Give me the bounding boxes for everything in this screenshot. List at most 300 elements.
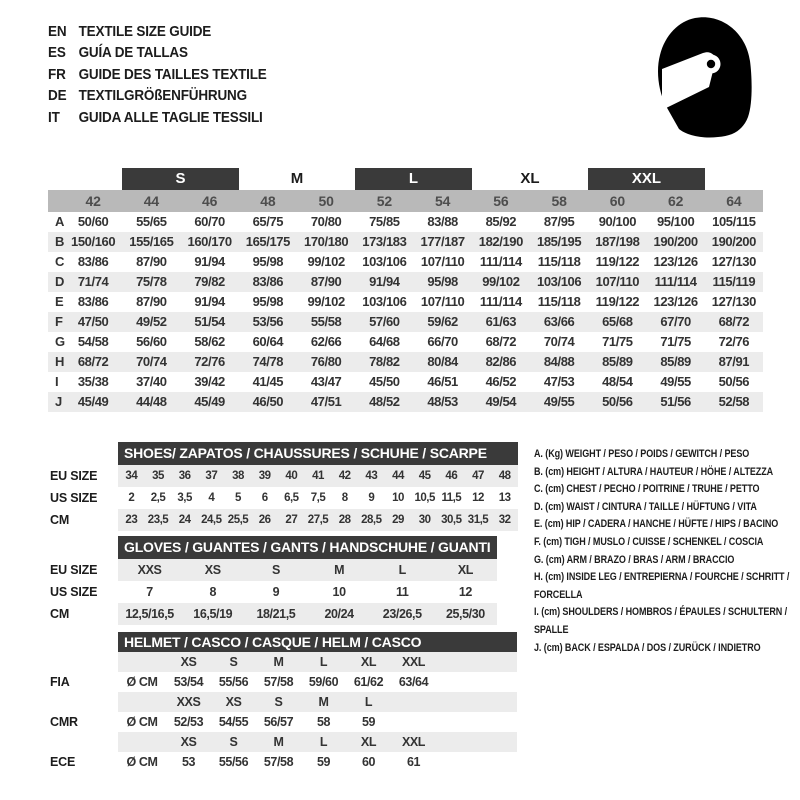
table-cell: 71/75 [602,334,633,349]
row-label: US SIZE [50,487,118,509]
table-cell: 177/187 [420,234,465,249]
table-cell: 66/70 [427,334,458,349]
table-cell: 5 [235,492,241,504]
table-cell: S [229,655,238,669]
table-cell: XS [180,655,197,669]
helmet-size-table [50,632,517,772]
language-code: DE [48,87,67,105]
language-row-es [48,42,267,63]
table-cell: S [271,563,280,577]
table-cell: 99/102 [482,274,520,289]
table-cell: 55/56 [218,675,249,689]
gloves-table-title: GLOVES / GUANTES / GANTS / HANDSCHUHE / GUANTI [118,536,497,559]
table-cell: 50/56 [718,374,750,389]
table-cell: 119/122 [595,294,640,309]
table-cell: 52 [376,193,392,209]
table-cell: 87/90 [310,274,342,289]
table-cell: 59/62 [427,314,458,329]
table-cell: L [319,655,328,669]
table-cell: 23/26,5 [382,607,422,621]
table-cell: M [273,735,284,749]
table-cell: 59 [361,715,376,729]
table-cell: 41 [312,470,324,482]
table-cell: 32 [498,514,511,526]
table-cell: 51/54 [194,314,225,329]
table-cell: XS [180,735,197,749]
size-group-l: L [355,168,472,190]
table-cell: L [364,695,373,709]
helmet-table-title: HELMET / CASCO / CASQUE / HELM / CASCO [118,632,517,652]
row-label: CM [50,509,118,531]
helmet-fia-size-row [50,652,517,672]
table-cell: 51/56 [660,394,691,409]
table-cell: 79/82 [194,274,225,289]
table-cell: 30,5 [441,514,462,526]
legend-item-h: H. (cm) INSIDE LEG / ENTREPIERNA / FOURCHE / SCHRITT / FORCELLA [534,571,790,601]
table-cell [118,732,166,752]
table-cell: 23,5 [147,514,169,526]
size-number-row [48,190,763,212]
table-cell: 107/110 [420,294,465,309]
table-cell: 52/58 [718,394,750,409]
table-cell: 60/64 [252,334,284,349]
legend-item-c: C. (cm) CHEST / PECHO / POITRINE / TRUHE / PETTO [534,483,760,496]
gloves-us-size-row [50,581,497,603]
table-cell: 41/45 [252,374,284,389]
table-cell: 48 [498,470,511,482]
table-cell [118,692,166,712]
table-cell: 2,5 [150,492,166,504]
gloves-table-header [50,536,497,559]
table-cell: 87/91 [718,354,750,369]
table-cell: 103/106 [362,294,407,309]
table-cell: 71/75 [660,334,691,349]
table-cell: 37/40 [136,374,167,389]
helmet-ece-row [50,752,517,772]
table-cell: 47/53 [543,374,575,389]
table-cell: 27,5 [307,514,329,526]
table-cell: 11 [396,585,409,599]
table-cell: XXL [401,735,426,749]
table-cell: S [274,695,283,709]
table-cell: 12 [458,585,472,599]
table-row-d [48,272,763,292]
table-cell: 55/56 [218,755,249,769]
shoes-eu-size-row [50,465,518,487]
row-label: D [55,274,65,289]
table-cell: 54 [435,193,451,209]
language-row-en [48,21,267,42]
table-cell: 123/126 [653,294,698,309]
table-cell: 47/50 [77,314,109,329]
table-cell: 70/74 [136,354,167,369]
table-cell: 123/126 [653,254,698,269]
table-cell: 60 [361,755,376,769]
table-cell: 63/64 [398,675,429,689]
legend-item-f: F. (cm) TIGH / MUSLO / CUISSE / SCHENKEL / COSCIA [534,535,764,548]
legend-item-j: J. (cm) BACK / ESPALDA / DOS / ZURÜCK / INDIETRO [534,641,761,654]
row-label: FIA [50,672,118,692]
table-cell: 35/38 [77,374,109,389]
row-label: I [55,374,59,389]
table-cell: 39 [258,470,271,482]
table-cell: 99/102 [307,254,345,269]
table-cell: 12,5/16,5 [125,607,174,621]
table-cell: 127/130 [711,254,756,269]
table-cell: 46/52 [485,374,517,389]
table-cell: 185/195 [537,234,582,249]
table-cell: L [319,735,328,749]
table-cell: 23 [125,514,138,526]
table-row-f [48,312,763,332]
table-cell: 107/110 [595,274,640,289]
legend-item-e: E. (cm) HIP / CADERA / HANCHE / HÜFTE / HIPS / BACINO [534,518,779,531]
gloves-cm-row [50,603,497,625]
row-label: CM [50,603,118,625]
table-cell: 78/82 [369,354,400,369]
table-cell: M [273,655,284,669]
table-cell: 85/89 [602,354,633,369]
table-cell: 54/58 [77,334,109,349]
helmet-cmr-size-row [50,692,517,712]
table-cell: 20/24 [324,607,354,621]
table-cell: 60/70 [194,214,225,229]
table-cell: 4 [208,492,215,504]
table-cell: 42 [85,193,101,209]
legend-item-i: I. (cm) SHOULDERS / HOMBROS / ÉPAULES / SCHULTERN / SPALLE [534,606,788,636]
table-cell: 43 [365,470,378,482]
table-cell: 27 [285,514,298,526]
measurement-legend [534,446,800,657]
table-cell: 68/72 [718,314,750,329]
table-cell: Ø CM [126,755,158,769]
table-cell: 55/65 [136,214,167,229]
table-cell: 46 [445,470,458,482]
row-label: C [55,254,65,269]
table-cell: Ø CM [126,675,158,689]
table-cell: 84/88 [543,354,575,369]
row-label: EU SIZE [50,559,118,581]
table-cell: 3,5 [177,492,192,504]
table-cell: 40 [285,470,298,482]
table-cell: M [334,563,345,577]
table-cell: 85/92 [485,214,517,229]
table-cell: 165/175 [245,234,290,249]
table-cell: 29 [392,514,404,526]
table-cell: XS [204,563,221,577]
legend-item-b: B. (cm) HEIGHT / ALTURA / HAUTEUR / HÖHE / ALTEZZA [534,465,774,478]
table-cell: 44/48 [136,394,167,409]
table-cell: XL [360,735,377,749]
table-cell: 61/62 [353,675,384,689]
table-cell: 155/165 [129,234,174,249]
page-title: TEXTILGRÖßENFÜHRUNG [78,87,247,105]
table-cell: 53/56 [252,314,284,329]
textile-size-table [48,168,763,412]
table-cell: 127/130 [711,294,756,309]
language-row-de [48,85,267,106]
table-cell: 45/49 [194,394,225,409]
page-title: TEXTILE SIZE GUIDE [78,23,212,40]
legend-item-g: G. (cm) ARM / BRAZO / BRAS / ARM / BRACCIO [534,553,735,566]
table-cell: M [318,695,329,709]
table-cell: XL [457,563,473,577]
language-code: IT [48,108,60,126]
shoes-us-size-row [50,487,518,509]
table-cell: 95/98 [427,274,458,289]
table-cell: 43/47 [310,374,342,389]
table-cell: 47 [472,470,484,482]
table-cell: 53 [181,755,196,769]
table-cell: 24,5 [201,514,222,526]
table-cell: 62/66 [310,334,342,349]
table-cell: 46 [202,193,218,209]
table-row-b [48,232,763,252]
table-cell: 36 [178,470,191,482]
table-cell: 83/86 [252,274,284,289]
row-label [50,652,118,672]
table-cell: 55/58 [310,314,342,329]
corner-cell [48,190,64,212]
helmet-table-header [50,632,517,652]
table-row-h [48,352,763,372]
table-cell: 49/54 [485,394,517,409]
shoes-table-header [50,442,518,465]
table-cell: 50 [318,193,334,209]
table-cell: 83/86 [77,294,109,309]
table-cell: XL [360,655,377,669]
table-cell: 44 [143,193,159,209]
row-label: B [55,234,65,249]
table-cell: 58 [316,715,331,729]
table-cell: 39/42 [194,374,225,389]
table-cell: Ø CM [126,715,158,729]
table-cell: XXS [137,563,162,577]
table-cell: 99/102 [307,294,345,309]
size-group-xxl: XXL [588,168,705,190]
table-cell: 38 [232,470,244,482]
table-row-e [48,292,763,312]
table-cell: 83/86 [77,254,109,269]
table-cell: 115/119 [712,274,756,289]
table-cell: 8 [341,492,348,504]
table-cell: 111/114 [479,254,522,269]
table-cell: 56/60 [136,334,167,349]
table-cell: 59/60 [308,675,339,689]
table-cell: 67/70 [660,314,691,329]
table-cell: 31,5 [467,514,489,526]
table-cell: 150/160 [71,234,116,249]
page-title: GUÍA DE TALLAS [78,44,188,62]
row-label: J [55,394,63,409]
table-cell: 115/118 [537,254,581,269]
table-cell: 2 [128,492,135,504]
table-cell: 12 [472,492,484,504]
table-cell: 83/88 [427,214,458,229]
size-group-m: M [290,170,304,187]
table-cell: 103/106 [362,254,407,269]
table-cell: 48/52 [369,394,400,409]
row-label: US SIZE [50,581,118,603]
table-cell: 65/75 [252,214,284,229]
table-cell: 35 [152,470,164,482]
table-cell: 90/100 [598,214,637,229]
table-cell: 58/62 [194,334,225,349]
table-cell: 26 [258,514,271,526]
table-cell: 173/183 [362,234,407,249]
table-cell: 115/118 [537,294,581,309]
table-cell: 24 [178,514,191,526]
table-cell: 25,5 [227,514,249,526]
table-row-c [48,252,763,272]
table-cell: 7 [146,585,153,599]
table-cell: 9 [272,585,280,599]
size-group-header-row [48,168,763,190]
table-cell: 46/51 [427,374,458,389]
table-cell: 74/78 [252,354,284,369]
size-group-xl: XL [520,170,540,187]
helmet-cmr-row [50,712,517,732]
table-cell: 65/68 [602,314,633,329]
table-cell: L [398,563,406,577]
table-cell: 64 [726,193,742,209]
size-group-s: S [122,168,239,190]
table-cell: 47/51 [310,394,342,409]
table-cell: 57/60 [369,314,400,329]
language-title-list [48,21,267,128]
table-cell: 119/122 [595,254,640,269]
table-cell: 76/80 [310,354,342,369]
table-cell: 30 [418,514,431,526]
table-cell: 48/54 [602,374,633,389]
table-cell: 160/170 [187,234,232,249]
language-code: EN [48,23,67,40]
table-cell: 75/78 [136,274,167,289]
row-label: F [55,314,63,329]
table-cell: 70/80 [310,214,342,229]
table-cell: 58 [551,193,567,209]
table-cell: 57/58 [263,675,294,689]
table-cell: 34 [125,470,138,482]
table-cell: S [229,735,238,749]
row-label: ECE [50,752,118,772]
table-cell: 85/89 [660,354,691,369]
table-cell: 111/114 [654,274,697,289]
corner-cell [50,442,118,465]
table-cell: 80/84 [427,354,458,369]
table-cell: 56 [493,193,509,209]
table-cell: 48 [260,193,276,209]
table-cell: 190/200 [653,234,698,249]
table-cell: 190/200 [711,234,756,249]
measurement-legend-list [534,446,800,657]
page-title: GUIDE DES TAILLES TEXTILE [78,65,267,83]
table-cell: XS [225,695,242,709]
table-cell: 10 [392,492,404,504]
table-cell: 9 [368,492,375,504]
table-cell: 10,5 [414,492,435,504]
table-cell: 54/55 [218,715,249,729]
helmet-fia-row [50,672,517,692]
table-cell: 28 [338,514,351,526]
table-cell: 111/114 [479,294,522,309]
table-cell: 13 [498,492,511,504]
table-cell: 91/94 [194,254,225,269]
table-cell: 107/110 [420,254,465,269]
legend-item-a: A. (Kg) WEIGHT / PESO / POIDS / GEWITCH / PESO [534,448,750,460]
row-label: EU SIZE [50,465,118,487]
table-cell: 170/180 [304,234,349,249]
table-cell: 49/52 [136,314,167,329]
table-cell: 75/85 [369,214,400,229]
table-cell: 68/72 [77,354,109,369]
table-cell: 62 [668,193,684,209]
row-label: G [55,334,66,349]
language-code: ES [48,44,66,62]
table-cell: 72/76 [718,334,750,349]
language-row-fr [48,64,267,85]
table-cell: 91/94 [194,294,225,309]
table-row-g [48,332,763,352]
shoes-table-title: SHOES/ ZAPATOS / CHAUSSURES / SCHUHE / SCARPE [118,442,518,465]
table-cell: 50/56 [602,394,633,409]
table-cell: 91/94 [369,274,400,289]
corner-cell [50,536,118,559]
table-cell: 25,5/30 [445,607,485,621]
table-cell: 6 [261,492,268,504]
table-cell: 28,5 [361,514,382,526]
table-cell: 87/90 [136,294,167,309]
table-cell: 103/106 [537,274,582,289]
table-cell: 10 [332,585,346,599]
gloves-eu-size-row [50,559,497,581]
corner-cell [50,632,118,652]
table-cell: 37 [205,470,218,482]
table-cell: 182/190 [478,234,523,249]
table-cell: 45/50 [369,374,400,389]
table-cell: 72/76 [194,354,225,369]
table-cell: 71/74 [77,274,109,289]
gloves-size-table [50,536,497,625]
table-cell: 59 [316,755,331,769]
table-cell: 53/54 [173,675,204,689]
table-cell: 82/86 [485,354,517,369]
row-label: A [55,214,65,229]
table-cell: 8 [209,585,217,599]
table-cell: 60 [609,193,625,209]
row-label [50,692,118,712]
legend-item-d: D. (cm) WAIST / CINTURA / TAILLE / HÜFTUNG / VITA [534,500,757,513]
row-label: CMR [50,712,118,732]
table-cell: 57/58 [263,755,294,769]
table-cell: 61 [406,755,421,769]
table-cell: 187/198 [595,234,640,249]
table-cell: 95/98 [252,294,284,309]
table-cell: 44 [392,470,404,482]
table-cell: 56/57 [263,715,294,729]
table-cell: 11,5 [441,492,462,504]
helmet-ece-size-row [50,732,517,752]
helmet-icon [653,13,757,141]
table-cell: 42 [338,470,351,482]
table-cell: XXS [176,695,201,709]
table-cell: 46/50 [252,394,284,409]
table-cell: 87/95 [543,214,575,229]
table-cell: 68/72 [485,334,517,349]
table-cell [118,652,166,672]
table-cell: 52/53 [173,715,204,729]
table-row-a [48,212,763,232]
